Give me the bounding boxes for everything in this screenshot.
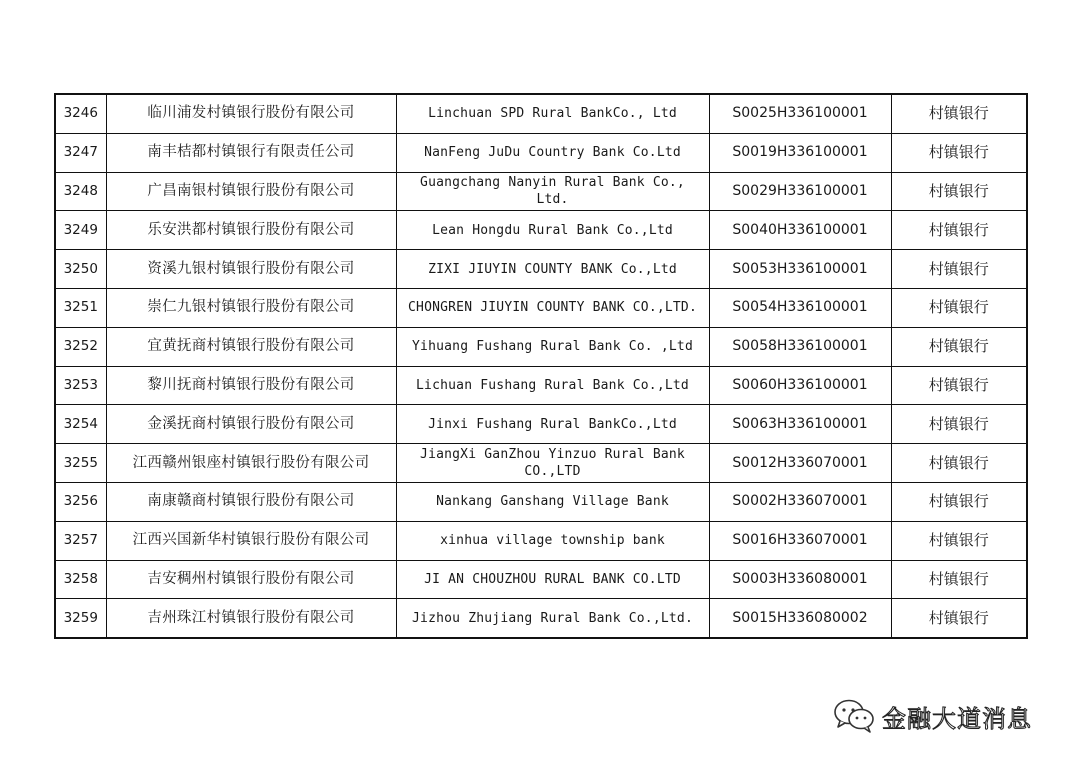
row-number: 3255 <box>55 444 106 483</box>
institution-code: S0063H336100001 <box>709 405 891 444</box>
institution-type: 村镇银行 <box>891 482 1027 521</box>
row-number: 3250 <box>55 250 106 289</box>
institution-type: 村镇银行 <box>891 288 1027 327</box>
bank-name-english: Linchuan SPD Rural BankCo., Ltd <box>396 94 709 133</box>
bank-name-english: Guangchang Nanyin Rural Bank Co., Ltd. <box>396 172 709 211</box>
table-row <box>55 599 1027 638</box>
bank-list-table <box>54 93 1028 639</box>
bank-name-english: Lichuan Fushang Rural Bank Co.,Ltd <box>396 366 709 405</box>
table-row <box>55 366 1027 405</box>
row-number: 3251 <box>55 288 106 327</box>
bank-name-english: NanFeng JuDu Country Bank Co.Ltd <box>396 133 709 172</box>
table-row <box>55 482 1027 521</box>
bank-name-english: CHONGREN JIUYIN COUNTY BANK CO.,LTD. <box>396 288 709 327</box>
bank-name-english: JiangXi GanZhou Yinzuo Rural Bank CO.,LTD <box>396 444 709 483</box>
row-number: 3254 <box>55 405 106 444</box>
table-body <box>55 94 1027 638</box>
row-number: 3257 <box>55 521 106 560</box>
bank-name-chinese: 资溪九银村镇银行股份有限公司 <box>106 250 396 289</box>
table-row <box>55 133 1027 172</box>
institution-type: 村镇银行 <box>891 366 1027 405</box>
bank-name-chinese: 南丰桔都村镇银行有限责任公司 <box>106 133 396 172</box>
bank-name-chinese: 江西兴国新华村镇银行股份有限公司 <box>106 521 396 560</box>
table-row <box>55 405 1027 444</box>
table-row <box>55 560 1027 599</box>
row-number: 3246 <box>55 94 106 133</box>
row-number: 3248 <box>55 172 106 211</box>
institution-type: 村镇银行 <box>891 327 1027 366</box>
bank-name-chinese: 临川浦发村镇银行股份有限公司 <box>106 94 396 133</box>
table-row <box>55 250 1027 289</box>
bank-name-english: Lean Hongdu Rural Bank Co.,Ltd <box>396 211 709 250</box>
row-number: 3259 <box>55 599 106 638</box>
table-row <box>55 327 1027 366</box>
institution-code: S0060H336100001 <box>709 366 891 405</box>
bank-name-chinese: 南康赣商村镇银行股份有限公司 <box>106 482 396 521</box>
bank-name-english: Nankang Ganshang Village Bank <box>396 482 709 521</box>
row-number: 3249 <box>55 211 106 250</box>
institution-code: S0015H336080002 <box>709 599 891 638</box>
institution-type: 村镇银行 <box>891 133 1027 172</box>
bank-name-chinese: 吉州珠江村镇银行股份有限公司 <box>106 599 396 638</box>
table-row <box>55 94 1027 133</box>
institution-type: 村镇银行 <box>891 444 1027 483</box>
row-number: 3247 <box>55 133 106 172</box>
institution-code: S0058H336100001 <box>709 327 891 366</box>
institution-type: 村镇银行 <box>891 172 1027 211</box>
watermark-text: 金融大道消息 <box>882 704 1032 733</box>
row-number: 3256 <box>55 482 106 521</box>
table-row <box>55 288 1027 327</box>
institution-type: 村镇银行 <box>891 94 1027 133</box>
table-row <box>55 521 1027 560</box>
bank-name-chinese: 宜黄抚商村镇银行股份有限公司 <box>106 327 396 366</box>
institution-type: 村镇银行 <box>891 211 1027 250</box>
institution-code: S0025H336100001 <box>709 94 891 133</box>
bank-name-english: Jinxi Fushang Rural BankCo.,Ltd <box>396 405 709 444</box>
bank-name-chinese: 金溪抚商村镇银行股份有限公司 <box>106 405 396 444</box>
institution-code: S0019H336100001 <box>709 133 891 172</box>
bank-name-chinese: 黎川抚商村镇银行股份有限公司 <box>106 366 396 405</box>
row-number: 3253 <box>55 366 106 405</box>
bank-name-english: JI AN CHOUZHOU RURAL BANK CO.LTD <box>396 560 709 599</box>
table-row <box>55 444 1027 483</box>
table-row <box>55 211 1027 250</box>
bank-name-english: Jizhou Zhujiang Rural Bank Co.,Ltd. <box>396 599 709 638</box>
institution-code: S0002H336070001 <box>709 482 891 521</box>
institution-code: S0040H336100001 <box>709 211 891 250</box>
bank-name-english: xinhua village township bank <box>396 521 709 560</box>
institution-code: S0054H336100001 <box>709 288 891 327</box>
institution-type: 村镇银行 <box>891 599 1027 638</box>
bank-name-chinese: 江西赣州银座村镇银行股份有限公司 <box>106 444 396 483</box>
row-number: 3258 <box>55 560 106 599</box>
institution-type: 村镇银行 <box>891 250 1027 289</box>
bank-name-chinese: 吉安稠州村镇银行股份有限公司 <box>106 560 396 599</box>
institution-code: S0029H336100001 <box>709 172 891 211</box>
bank-name-chinese: 乐安洪都村镇银行股份有限公司 <box>106 211 396 250</box>
institution-code: S0003H336080001 <box>709 560 891 599</box>
institution-code: S0053H336100001 <box>709 250 891 289</box>
bank-name-english: Yihuang Fushang Rural Bank Co. ,Ltd <box>396 327 709 366</box>
institution-code: S0016H336070001 <box>709 521 891 560</box>
wechat-icon <box>832 698 876 734</box>
bank-name-chinese: 广昌南银村镇银行股份有限公司 <box>106 172 396 211</box>
institution-type: 村镇银行 <box>891 405 1027 444</box>
institution-type: 村镇银行 <box>891 521 1027 560</box>
bank-name-chinese: 崇仁九银村镇银行股份有限公司 <box>106 288 396 327</box>
row-number: 3252 <box>55 327 106 366</box>
bank-name-english: ZIXI JIUYIN COUNTY BANK Co.,Ltd <box>396 250 709 289</box>
watermark <box>832 696 1032 736</box>
institution-type: 村镇银行 <box>891 560 1027 599</box>
institution-code: S0012H336070001 <box>709 444 891 483</box>
table-row <box>55 172 1027 211</box>
